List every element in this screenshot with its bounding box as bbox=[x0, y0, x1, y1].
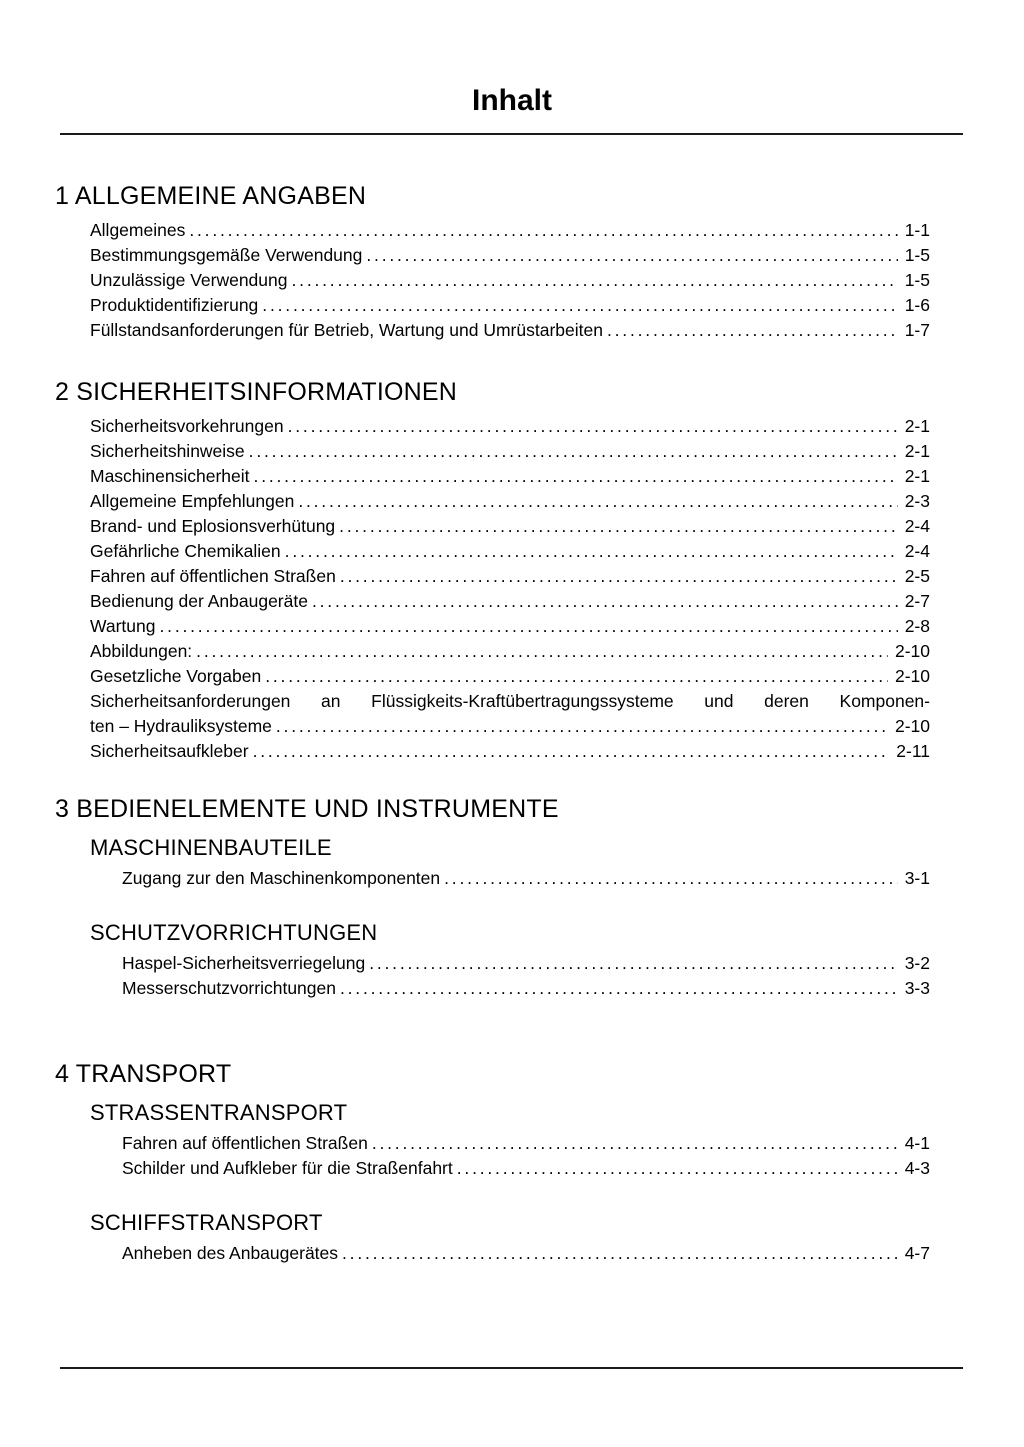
toc-entry-label: Haspel-Sicherheitsverriegelung bbox=[122, 953, 366, 973]
toc-entry-label: Allgemeines bbox=[90, 220, 186, 240]
toc-entry-label: Gefährliche Chemikalien bbox=[90, 541, 281, 561]
footer-rule bbox=[60, 1367, 963, 1369]
toc-entry-page: 1-7 bbox=[904, 320, 930, 340]
leader-dots bbox=[196, 639, 888, 664]
leader-dots bbox=[292, 268, 898, 293]
toc-entry-multiline bbox=[90, 689, 930, 739]
toc-entry-page: 2-7 bbox=[904, 591, 930, 611]
toc-entry bbox=[90, 414, 930, 439]
toc-entry bbox=[90, 714, 930, 739]
leader-dots bbox=[285, 539, 898, 564]
toc-entries bbox=[122, 866, 930, 891]
leader-dots bbox=[312, 589, 898, 614]
toc-entry-label: Bedienung der Anbaugeräte bbox=[90, 591, 308, 611]
toc-entry-page: 1-6 bbox=[904, 295, 930, 315]
toc-entry bbox=[122, 976, 930, 1001]
toc-entry bbox=[90, 739, 930, 764]
page-title: Inhalt bbox=[472, 84, 552, 117]
toc-entry-label: Zugang zur den Maschinenkomponenten bbox=[122, 868, 441, 888]
leader-dots bbox=[372, 1131, 898, 1156]
leader-dots bbox=[189, 218, 897, 243]
toc-section-4 bbox=[55, 1059, 930, 1266]
subsection-heading: STRASSENTRANSPORT bbox=[90, 1100, 348, 1125]
leader-dots bbox=[339, 514, 898, 539]
toc-entry bbox=[90, 539, 930, 564]
toc-entry-page: 2-11 bbox=[896, 741, 930, 761]
toc-entry-label: Sicherheitshinweise bbox=[90, 441, 245, 461]
toc-entry-label: Sicherheitsaufkleber bbox=[90, 741, 249, 761]
toc-entries bbox=[90, 414, 930, 764]
toc-entry-page: 3-2 bbox=[904, 953, 930, 973]
leader-dots bbox=[607, 318, 898, 343]
leader-dots bbox=[340, 976, 898, 1001]
toc-entry-label: Fahren auf öffentlichen Straßen bbox=[90, 566, 336, 586]
toc-entry bbox=[90, 439, 930, 464]
toc-subsection-maschinenbauteile bbox=[55, 834, 930, 891]
leader-dots bbox=[342, 1241, 898, 1266]
toc-entry-page: 2-4 bbox=[904, 516, 930, 536]
toc-entry-label: Anheben des Anbaugerätes bbox=[122, 1243, 339, 1263]
leader-dots bbox=[366, 243, 897, 268]
toc-entry bbox=[90, 514, 930, 539]
toc-entry-page: 2-10 bbox=[894, 716, 930, 736]
toc-entry-page: 2-10 bbox=[894, 641, 930, 661]
toc-entry bbox=[90, 639, 930, 664]
leader-dots bbox=[254, 464, 898, 489]
toc-entry bbox=[90, 464, 930, 489]
toc-section-3 bbox=[55, 794, 930, 1001]
toc-entry bbox=[90, 293, 930, 318]
toc-subsection-schutzvorrichtungen bbox=[55, 919, 930, 1001]
toc-entry-page: 1-5 bbox=[904, 245, 930, 265]
toc-entry-label: Abbildungen: bbox=[90, 641, 193, 661]
toc-entry-label-line1: Sicherheitsanforderungen an Flüssigkeits-Kraftübertragungssysteme und deren Komponen- bbox=[90, 691, 930, 711]
leader-dots bbox=[444, 866, 898, 891]
toc-entry-label: Produktidentifizierung bbox=[90, 295, 259, 315]
toc-entry-page: 2-5 bbox=[904, 566, 930, 586]
section-heading: 4 TRANSPORT bbox=[55, 1060, 232, 1088]
toc-entry-label: Maschinensicherheit bbox=[90, 466, 250, 486]
toc-entry-label: Schilder und Aufkleber für die Straßenfahrt bbox=[122, 1158, 453, 1178]
toc-entry bbox=[90, 489, 930, 514]
leader-dots bbox=[262, 293, 897, 318]
leader-dots bbox=[288, 414, 898, 439]
toc-entry-page: 4-7 bbox=[904, 1243, 930, 1263]
toc-entry-label: Füllstandsanforderungen für Betrieb, Wartung und Umrüstarbeiten bbox=[90, 320, 603, 340]
toc-entry-label-line2: ten – Hydrauliksysteme bbox=[90, 716, 272, 736]
toc-entry-page: 2-10 bbox=[894, 666, 930, 686]
toc-entry bbox=[90, 589, 930, 614]
toc-entry bbox=[122, 951, 930, 976]
toc-entry bbox=[90, 614, 930, 639]
toc-entry-label: Messerschutzvorrichtungen bbox=[122, 978, 336, 998]
leader-dots bbox=[369, 951, 898, 976]
toc-entry-label: Unzulässige Verwendung bbox=[90, 270, 288, 290]
toc-subsection-strassentransport bbox=[55, 1099, 930, 1181]
toc-entry-page: 2-1 bbox=[904, 416, 930, 436]
leader-dots bbox=[340, 564, 898, 589]
toc-entry-page: 4-3 bbox=[904, 1158, 930, 1178]
toc-entry-label: Brand- und Eplosionsverhütung bbox=[90, 516, 336, 536]
toc-entries bbox=[122, 1241, 930, 1266]
leader-dots bbox=[249, 439, 898, 464]
section-heading: 3 BEDIENELEMENTE UND INSTRUMENTE bbox=[55, 795, 559, 823]
subsection-heading: SCHUTZVORRICHTUNGEN bbox=[90, 920, 378, 945]
toc-entry bbox=[122, 866, 930, 891]
toc-entry-page: 4-1 bbox=[904, 1133, 930, 1153]
toc-entry-label: Bestimmungsgemäße Verwendung bbox=[90, 245, 363, 265]
toc-entry bbox=[90, 564, 930, 589]
leader-dots bbox=[457, 1156, 898, 1181]
toc-content bbox=[0, 181, 1024, 1266]
section-heading: 2 SICHERHEITSINFORMATIONEN bbox=[55, 378, 457, 406]
toc-entry-label: Allgemeine Empfehlungen bbox=[90, 491, 295, 511]
toc-entry bbox=[122, 1156, 930, 1181]
leader-dots bbox=[160, 614, 898, 639]
toc-entry bbox=[90, 218, 930, 243]
toc-entry-page: 2-1 bbox=[904, 441, 930, 461]
toc-entry-page: 3-1 bbox=[904, 868, 930, 888]
toc-entry-label: Gesetzliche Vorgaben bbox=[90, 666, 262, 686]
toc-entry-page: 1-5 bbox=[904, 270, 930, 290]
toc-entry-page: 2-4 bbox=[904, 541, 930, 561]
toc-entries bbox=[122, 951, 930, 1001]
toc-section-2 bbox=[55, 377, 930, 764]
toc-entry-label: Fahren auf öffentlichen Straßen bbox=[122, 1133, 368, 1153]
subsection-heading: SCHIFFSTRANSPORT bbox=[90, 1210, 323, 1235]
toc-entry-label: Wartung bbox=[90, 616, 156, 636]
toc-section-1 bbox=[55, 181, 930, 343]
subsection-heading: MASCHINENBAUTEILE bbox=[90, 835, 332, 860]
section-heading: 1 ALLGEMEINE ANGABEN bbox=[55, 182, 367, 210]
toc-entries bbox=[122, 1131, 930, 1181]
toc-entry-page: 1-1 bbox=[904, 220, 930, 240]
toc-entry bbox=[90, 268, 930, 293]
toc-entry bbox=[90, 243, 930, 268]
toc-entry-page: 2-1 bbox=[904, 466, 930, 486]
leader-dots bbox=[276, 714, 888, 739]
toc-entry-page: 2-8 bbox=[904, 616, 930, 636]
toc-entry-label: Sicherheitsvorkehrungen bbox=[90, 416, 284, 436]
toc-entry bbox=[122, 1241, 930, 1266]
toc-entry bbox=[90, 318, 930, 343]
leader-dots bbox=[265, 664, 888, 689]
leader-dots bbox=[253, 739, 890, 764]
toc-entries bbox=[90, 218, 930, 343]
leader-dots bbox=[298, 489, 897, 514]
toc-entry-page: 3-3 bbox=[904, 978, 930, 998]
title-rule bbox=[60, 133, 963, 135]
toc-entry bbox=[90, 664, 930, 689]
toc-entry-page: 2-3 bbox=[904, 491, 930, 511]
toc-subsection-schiffstransport bbox=[55, 1209, 930, 1266]
toc-entry bbox=[122, 1131, 930, 1156]
